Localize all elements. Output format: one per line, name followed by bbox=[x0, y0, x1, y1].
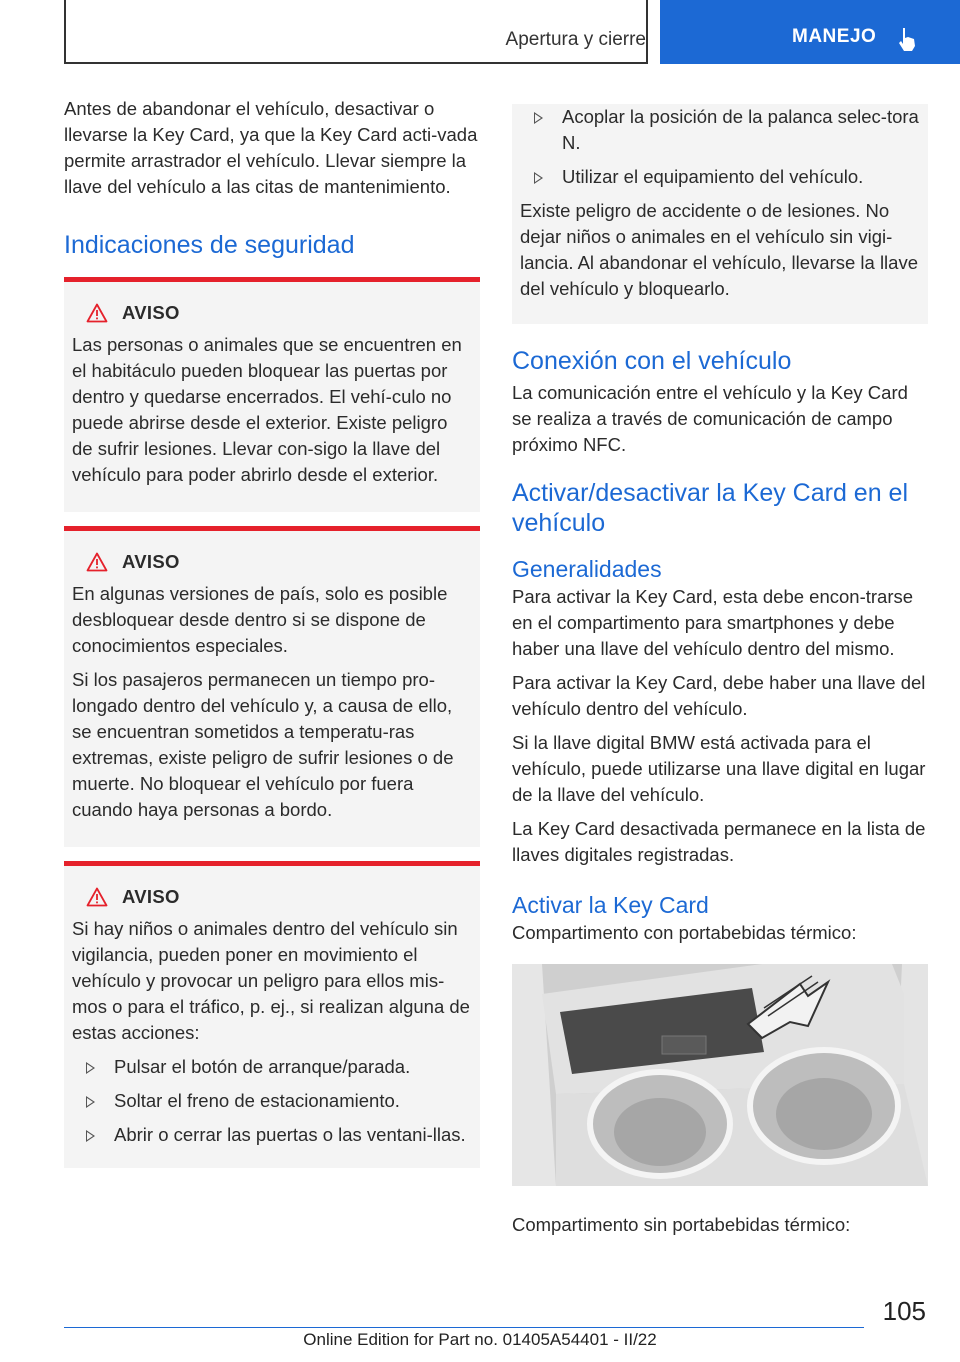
warning-text: Si los pasajeros permanecen un tiempo pro‐longado dentro del vehículo y, a causa de ello, se encuentran sometidos a temperatu‐ras extremas, existe peligro de sufrir lesiones o de muerte. No bloquear el vehículo por fuera cuando haya personas a bordo. bbox=[72, 669, 454, 820]
warning-continuation-box bbox=[512, 104, 928, 324]
activate-heading: Activar/desactivar la Key Card en el vehículo bbox=[512, 479, 909, 537]
page-number: 105 bbox=[882, 1296, 926, 1326]
left-column bbox=[64, 96, 480, 1168]
connection-text: La comunicación entre el vehículo y la Key Card se realiza a través de comunicación de campo próximo NFC. bbox=[512, 382, 908, 455]
action-list bbox=[72, 1054, 472, 1148]
warning-text: En algunas versiones de país, solo es posible desbloquear desde dentro si se dispone de conocimientos especiales. bbox=[72, 583, 448, 656]
list-item: Pulsar el botón de arranque/parada. bbox=[72, 1054, 472, 1080]
warning-box bbox=[64, 277, 480, 512]
right-column bbox=[512, 96, 928, 1238]
warning-text: Las personas o animales que se encuentren en el habitáculo pueden bloquear las puertas por dentro y quedarse encerrados. El vehí‐culo no puede abrirse desde el exterior. Existe peligro de sufrir lesiones. Llevar con‐sigo la llave del vehículo para poder abrirlo desde el exterior. bbox=[72, 334, 462, 485]
warning-box bbox=[64, 861, 480, 1168]
figure-caption: Compartimento con portabebidas térmico: bbox=[512, 922, 857, 943]
general-text: La Key Card desactivada permanece en la lista de llaves digitales registradas. bbox=[512, 818, 926, 865]
footer-edition: Online Edition for Part no. 01405A54401 - II/22 bbox=[303, 1330, 657, 1349]
footer-divider bbox=[64, 1327, 864, 1328]
bullet-triangle-icon bbox=[86, 1130, 95, 1142]
action-list bbox=[520, 104, 920, 190]
warning-title: AVISO bbox=[122, 302, 180, 323]
general-text: Para activar la Key Card, esta debe encon‐trarse en el compartimento para smartphones y debe haber una llave del vehículo dentro del mismo. bbox=[512, 586, 914, 659]
connection-heading: Conexión con el vehículo bbox=[512, 347, 792, 375]
cupholder-illustration bbox=[512, 964, 928, 1186]
bullet-triangle-icon bbox=[86, 1062, 95, 1074]
bullet-triangle-icon bbox=[534, 112, 543, 124]
safety-heading: Indicaciones de seguridad bbox=[64, 231, 355, 259]
activate-card-heading: Activar la Key Card bbox=[512, 892, 709, 918]
compartment-photo bbox=[512, 964, 928, 1186]
warning-text: Si hay niños o animales dentro del vehículo sin vigilancia, pueden poner en movimiento el vehículo y provocar un peligro para ellos mis‐mos o para el tráfico, p. ej., si realizan alguna de estas acciones: bbox=[72, 918, 470, 1043]
intro-paragraph: Antes de abandonar el vehículo, desactivar o llevarse la Key Card, ya que la Key Card acti‐vada permite arrastrador el vehículo. Llevar siempre la llave del vehículo a las citas de mantenimiento. bbox=[64, 98, 478, 197]
figure-caption: Compartimento sin portabebidas térmico: bbox=[512, 1214, 851, 1235]
bullet-triangle-icon bbox=[534, 172, 543, 184]
general-text: Para activar la Key Card, debe haber una llave del vehículo dentro del vehículo. bbox=[512, 672, 926, 719]
warning-triangle-icon bbox=[86, 552, 108, 572]
list-item: Soltar el freno de estacionamiento. bbox=[72, 1088, 472, 1114]
warning-title: AVISO bbox=[122, 886, 180, 907]
general-text: Si la llave digital BMW está activada para el vehículo, puede utilizarse una llave digital en lugar de la llave del vehículo. bbox=[512, 732, 926, 805]
list-item: Abrir o cerrar las puertas o las ventani‐llas. bbox=[72, 1122, 472, 1148]
hand-pointer-icon bbox=[896, 26, 918, 52]
warning-triangle-icon bbox=[86, 887, 108, 907]
general-heading: Generalidades bbox=[512, 556, 662, 582]
warning-text: Existe peligro de accidente o de lesiones. No dejar niños o animales en el vehículo sin vigi‐lancia. Al abandonar el vehículo, llevarse la llave del vehículo y bloquearlo. bbox=[520, 200, 918, 299]
bullet-triangle-icon bbox=[86, 1096, 95, 1108]
warning-box bbox=[64, 526, 480, 847]
header-section-title: Apertura y cierre bbox=[505, 29, 646, 50]
header-chapter-label: MANEJO bbox=[792, 26, 877, 47]
header-chapter-tab bbox=[660, 0, 960, 64]
warning-triangle-icon bbox=[86, 303, 108, 323]
warning-title: AVISO bbox=[122, 551, 180, 572]
list-item: Acoplar la posición de la palanca selec‐tora N. bbox=[520, 104, 920, 156]
list-item: Utilizar el equipamiento del vehículo. bbox=[520, 164, 920, 190]
